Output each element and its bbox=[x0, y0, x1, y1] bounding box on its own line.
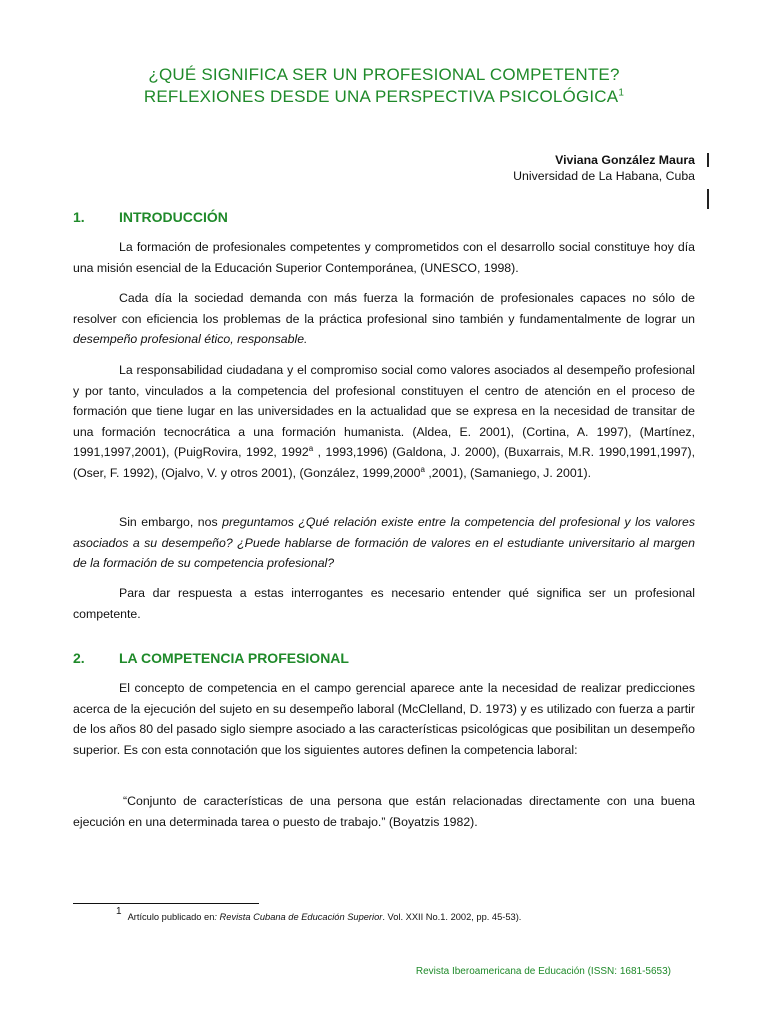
paragraph-text: El concepto de competencia en el campo gerencial aparece ante la necesidad de realizar predicciones acerca de la ejecución del sujeto en su desempeño laboral (McClelland, D. 1973) y es utilizado con fuerza a partir de los años 80 del pasado siglo siempre asociado a las características psicológicas que posibilitan un desempeño superior. Es con esta connotación que los siguientes autores definen la competencia laboral: bbox=[73, 681, 695, 757]
paragraph-text: ,2001), (Samaniego, J. 2001). bbox=[424, 465, 592, 480]
footnote-divider bbox=[73, 903, 259, 904]
superscript: a bbox=[420, 464, 425, 474]
paragraph bbox=[73, 237, 695, 278]
paragraph bbox=[73, 512, 695, 574]
footnote-journal: : Revista Cubana de Educación Superior bbox=[214, 912, 383, 922]
paragraph bbox=[73, 288, 695, 350]
paragraph bbox=[73, 678, 695, 760]
title-footnote-ref[interactable]: 1 bbox=[618, 87, 625, 99]
page-footer: Revista Iberoamericana de Educación (ISSN: 1681-5653) bbox=[415, 966, 671, 977]
paragraph bbox=[73, 583, 695, 624]
title-line-2 bbox=[0, 86, 768, 108]
section-title: LA COMPETENCIA PROFESIONAL bbox=[119, 650, 349, 666]
paragraph-italic-text: preguntamos ¿Qué relación existe entre la competencia del profesional y los valores asociados a su desempeño? ¿Puede hablarse de formación de valores en el estudiante universitario al margen de la formación de su competencia profesional? bbox=[73, 515, 695, 571]
paragraph-text: Para dar respuesta a estas interrogantes es necesario entender qué significa ser un profesional competente. bbox=[73, 586, 695, 621]
author-block bbox=[513, 152, 695, 184]
margin-change-bar bbox=[707, 153, 709, 167]
footnote-number: 1 bbox=[116, 906, 122, 917]
paragraph-text: , 1993,1996) (Galdona, J. 2000), (Buxarrais, M.R. 1990,1991,1997), (Oser, F. 1992), (Ojalvo, V. y otros 2001), (González, 1999,2000 bbox=[73, 445, 695, 480]
section-number: 1. bbox=[73, 209, 85, 225]
section-number: 2. bbox=[73, 650, 85, 666]
paragraph-text: Sin embargo, nos bbox=[119, 515, 223, 529]
quote-text: “Conjunto de características de una persona que están relacionadas directamente con una buena ejecución en una determinada tarea o puesto de trabajo.” (Boyatzis 1982). bbox=[73, 794, 695, 829]
paragraph-text: La responsabilidad ciudadana y el compromiso social como valores asociados al desempeño profesional y por tanto, vinculados a la competencia del profesional constituyen el centro de atención en el proceso de formación que tiene lugar en las universidades en la actualidad que se expresa en la necesidad de transitar de una formación tecnocrática a una formación humanista. (Aldea, E. 2001), (Cortina, A. 1997), (Martínez, 1991,1997,2001), (PuigRovira, 1992, 1992 bbox=[73, 363, 695, 460]
section-heading-introduccion bbox=[73, 208, 228, 226]
paragraph bbox=[73, 360, 695, 484]
paper-title bbox=[0, 64, 768, 108]
title-line-1: ¿QUÉ SIGNIFICA SER UN PROFESIONAL COMPETENTE? bbox=[148, 65, 620, 84]
paragraph-text: La formación de profesionales competentes y comprometidos con el desarrollo social constituye hoy día una misión esencial de la Educación Superior Contemporánea, (UNESCO, 1998). bbox=[73, 240, 695, 275]
superscript: a bbox=[308, 444, 314, 454]
section-heading-competencia bbox=[73, 649, 349, 667]
quote-paragraph bbox=[73, 791, 695, 832]
footnote bbox=[116, 906, 522, 924]
footnote-text: Artículo publicado en bbox=[127, 912, 215, 922]
footnote-citation: . Vol. XXII No.1. 2002, pp. 45-53). bbox=[382, 912, 522, 922]
margin-change-bar bbox=[707, 189, 709, 209]
author-name: Viviana González Maura bbox=[555, 153, 695, 167]
paragraph-italic-text: desempeño profesional ético, responsable. bbox=[73, 332, 308, 347]
section-title: INTRODUCCIÓN bbox=[119, 209, 228, 225]
paragraph-text: Cada día la sociedad demanda con más fuerza la formación de profesionales capaces no sólo de resolver con eficiencia los problemas de la práctica profesional sino también y fundamentalmente de lograr un bbox=[73, 291, 695, 326]
title-line-2-text: REFLEXIONES DESDE UNA PERSPECTIVA PSICOLÓGICA bbox=[143, 87, 619, 106]
author-affiliation: Universidad de La Habana, Cuba bbox=[513, 169, 695, 183]
